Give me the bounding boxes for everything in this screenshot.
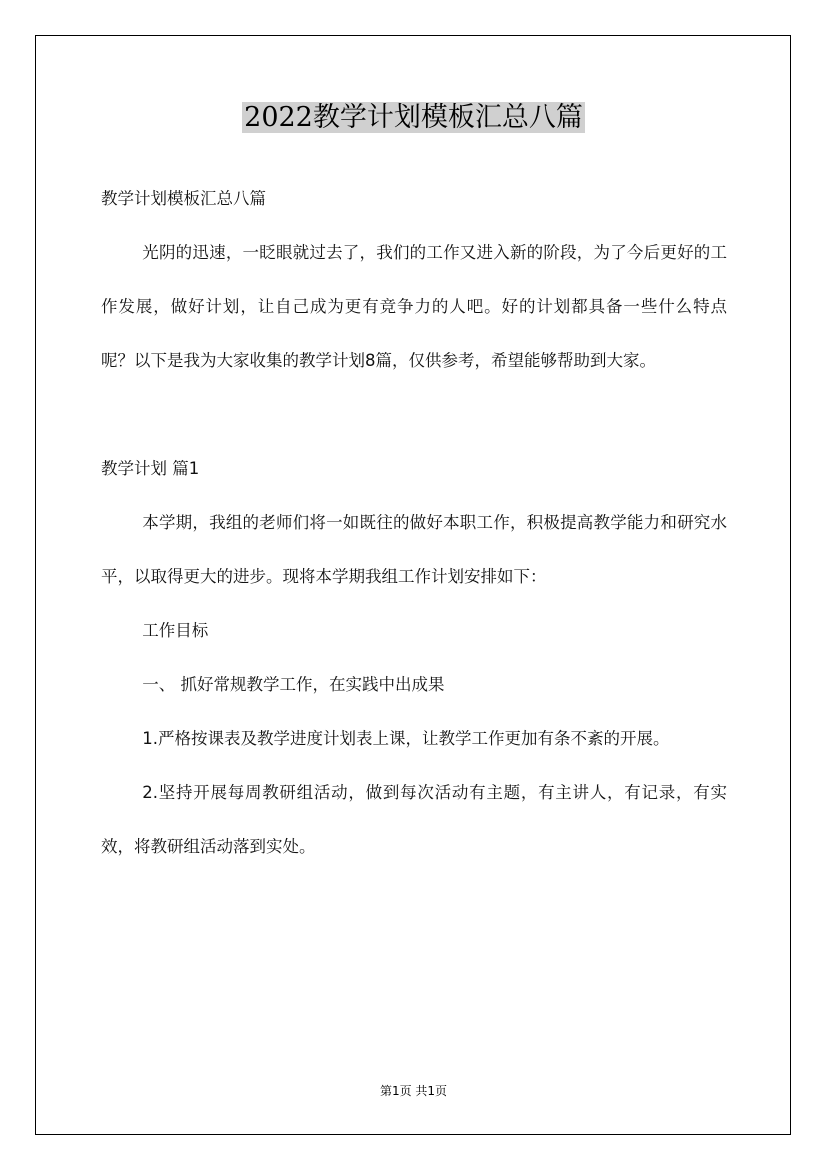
item-1-heading: 一、 抓好常规教学工作，在实践中出成果 (142, 675, 445, 694)
document-body (101, 172, 727, 874)
section-intro-paragraph: 本学期，我组的老师们将一如既往的做好本职工作，积极提高教学能力和研究水平，以取得更大的进步。现将本学期我组工作计划安排如下： (101, 513, 727, 586)
blank-line (101, 388, 727, 442)
goal-heading: 工作目标 (142, 621, 209, 640)
document-title (0, 96, 827, 140)
page-footer (0, 1082, 827, 1099)
intro-paragraph: 光阴的迅速，一眨眼就过去了，我们的工作又进入新的阶段，为了今后更好的工作发展，做好计划，让自己成为更有竞争力的人吧。好的计划都具备一些什么特点呢？以下是我为大家收集的教学计划8篇，仅供参考，希望能够帮助到大家。 (101, 243, 727, 370)
section-heading: 教学计划 篇1 (101, 459, 200, 478)
document-subtitle: 教学计划模板汇总八篇 (101, 189, 266, 208)
item-1-2-paragraph: 2.坚持开展每周教研组活动，做到每次活动有主题，有主讲人，有记录，有实效，将教研组活动落到实处。 (101, 783, 727, 856)
document-title-text: 2022教学计划模板汇总八篇 (244, 102, 583, 133)
item-1-1-paragraph: 1.严格按课表及教学进度计划表上课，让教学工作更加有条不紊的开展。 (142, 729, 670, 748)
page-number: 第1页 共1页 (379, 1084, 448, 1098)
